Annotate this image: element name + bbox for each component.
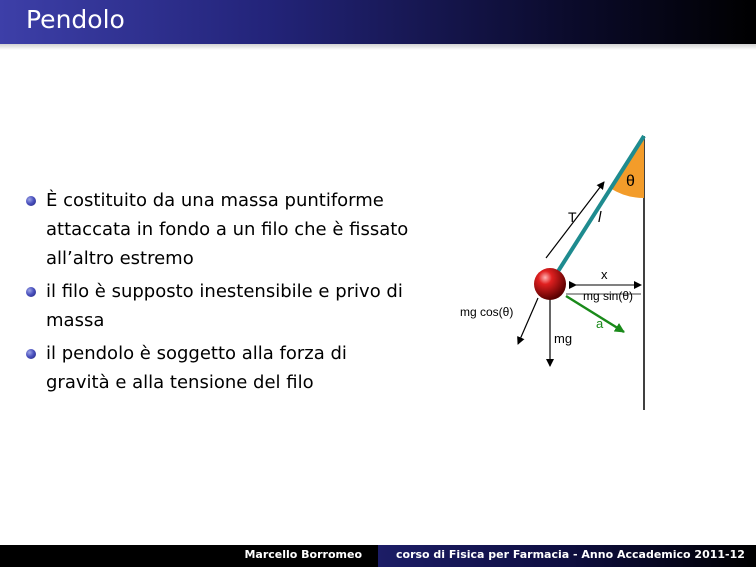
theta-label: θ bbox=[626, 173, 635, 190]
bullet-item bbox=[26, 277, 416, 335]
pendulum-mass bbox=[534, 268, 566, 300]
acceleration-label: a bbox=[596, 316, 604, 331]
footer-course: corso di Fisica per Farmacia - Anno Accademico 2011-12 bbox=[396, 548, 745, 561]
length-label: l bbox=[598, 209, 602, 226]
mg-sin-label: mg sin(θ) bbox=[583, 289, 634, 303]
pendulum-diagram bbox=[452, 130, 712, 415]
bullet-icon bbox=[26, 349, 36, 359]
bullet-text: il pendolo è soggetto alla forza di gravità e alla tensione del filo bbox=[46, 343, 347, 393]
tension-label: T bbox=[568, 209, 577, 225]
title-bar bbox=[0, 0, 756, 44]
mg-cos-label: mg cos(θ) bbox=[460, 305, 514, 319]
bullet-text: il filo è supposto inestensibile e privo di massa bbox=[46, 281, 403, 331]
weight-label: mg bbox=[554, 331, 573, 346]
footer-author: Marcello Borromeo bbox=[244, 548, 362, 561]
footer-author-bar bbox=[0, 545, 378, 567]
mg-cos-arrow bbox=[518, 298, 538, 344]
page-title: Pendolo bbox=[26, 5, 125, 34]
title-shadow bbox=[0, 44, 756, 50]
bullet-icon bbox=[26, 196, 36, 206]
bullet-text: È costituito da una massa puntiforme attaccata in fondo a un filo che è fissato all’altro estremo bbox=[46, 190, 409, 269]
bullet-icon bbox=[26, 287, 36, 297]
bullet-item bbox=[26, 339, 416, 397]
bullet-list bbox=[26, 186, 416, 401]
footer-course-bar bbox=[378, 545, 756, 567]
bullet-item bbox=[26, 186, 416, 273]
x-label: x bbox=[601, 267, 608, 282]
pendulum-figure bbox=[452, 130, 712, 415]
pendulum-string bbox=[550, 136, 644, 284]
